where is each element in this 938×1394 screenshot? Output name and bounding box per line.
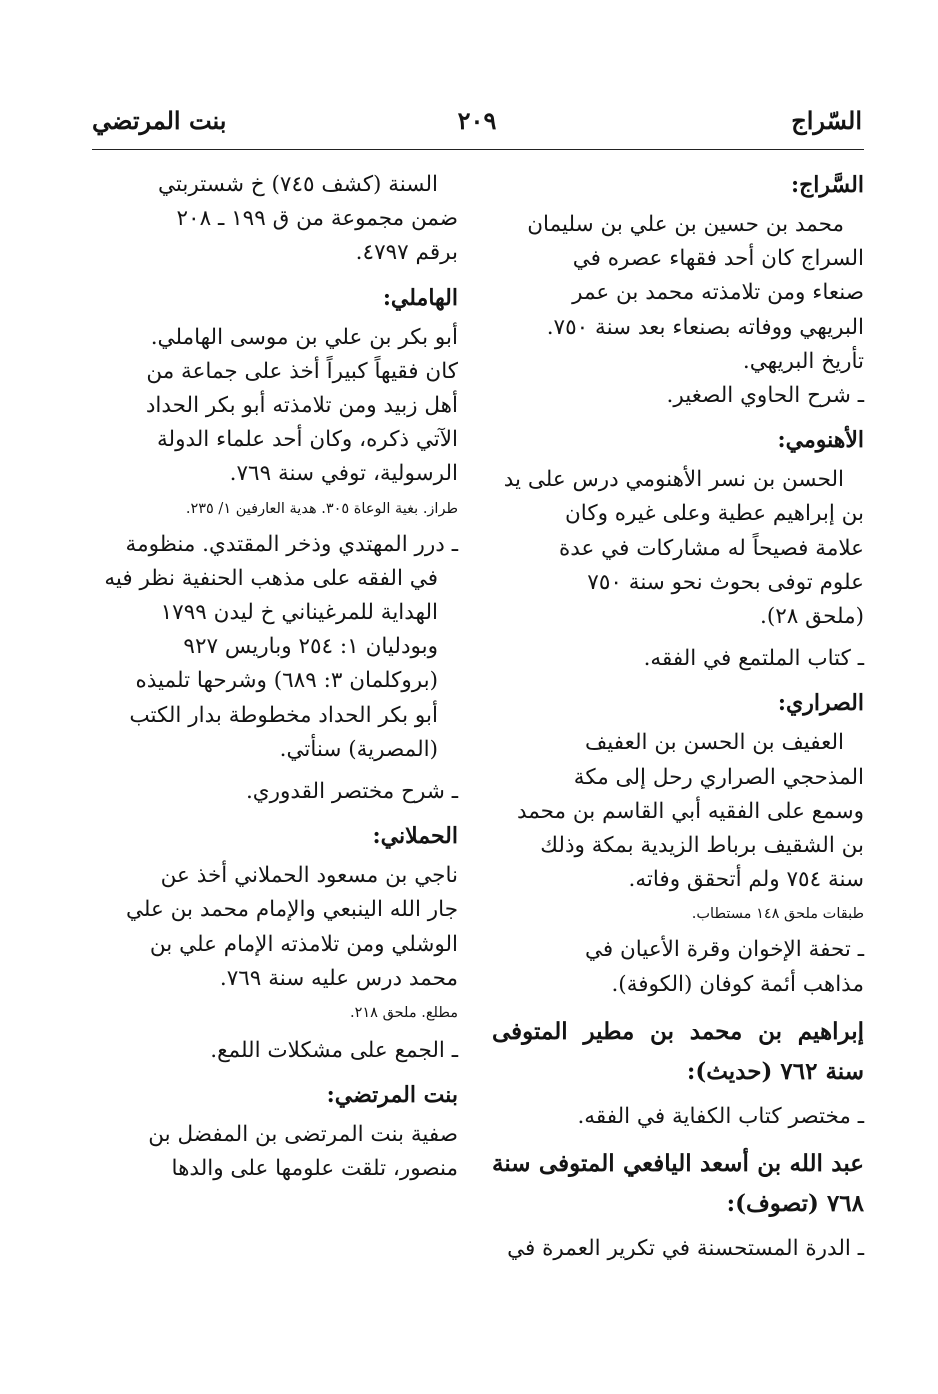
entry-sarari bbox=[492, 686, 864, 1001]
work-item: وبودليان ١: ٢٥٤ وباريس ٩٢٧ bbox=[183, 634, 438, 660]
entry-text-line: (ملحق ٢٨). bbox=[759, 604, 864, 630]
entry-continuation bbox=[94, 168, 458, 271]
entry-text-line: ـ شرح الحاوي الصغير. bbox=[666, 383, 864, 409]
entry-text-line: الحسن بن نسر الأهنومي درس على يد bbox=[503, 467, 844, 493]
entry-yafii bbox=[492, 1144, 864, 1266]
header-right-title: السّراج bbox=[791, 106, 862, 135]
entry-text-line: صفية بنت المرتضى بن المفضل بن bbox=[148, 1122, 458, 1148]
work-item: ـ تحفة الإخوان وقرة الأعيان في bbox=[584, 937, 864, 963]
entry-text-line: بن إبراهيم عطية وعلى غيره وكان bbox=[565, 501, 864, 527]
entry-text-line: أبو بكر بن علي بن موسى الهاملي. bbox=[150, 324, 458, 350]
entry-text-line: كان فقيهاً كبيراً أخذ على جماعة من bbox=[146, 358, 458, 384]
entry-text-line: السنة (كشف ٧٤٥) خ شستربتي bbox=[158, 172, 438, 197]
work-item: في الفقه على مذهب الحنفية نظر فيه bbox=[104, 565, 438, 591]
work-item: أبو بكر الحداد مخطوطة بدار الكتب bbox=[129, 702, 438, 728]
work-item: ـ الدرة المستحسنة في تكرير العمرة في bbox=[507, 1236, 864, 1262]
entry-text-line: السراج كان أحد فقهاء عصره في bbox=[572, 246, 864, 272]
entry-text-line: محمد بن حسين بن علي بن سليمان bbox=[527, 212, 844, 237]
entry-text-line: علامة فصيحاً له مشاركات في عدة bbox=[558, 535, 864, 561]
entry-heading: الأهنومي: bbox=[777, 427, 864, 454]
entry-text-line: المذحجي الصراري رحل إلى مكة bbox=[573, 764, 864, 790]
entry-text-line: الرسولية، توفي سنة ٧٦٩. bbox=[229, 461, 458, 487]
entry-heading: بنت المرتضي: bbox=[326, 1082, 458, 1109]
entry-text-line: جار الله الينبعي والإمام محمد بن علي bbox=[125, 897, 458, 923]
entry-text-line: ضمن مجموعة من ق ١٩٩ ـ ٢٠٨ bbox=[176, 206, 458, 232]
work-item: ـ كتاب الملتمع في الفقه. bbox=[643, 646, 864, 672]
work-item: (المصرية) سنأتي. bbox=[279, 736, 438, 762]
entry-heading: الهاملي: bbox=[382, 284, 458, 311]
entry-text-line: تأريخ البريهي. bbox=[742, 348, 864, 374]
entry-sarraj bbox=[492, 168, 864, 413]
work-item: ـ درر المهتدي وذخر المقتدي. منظومة bbox=[125, 531, 458, 557]
left-column bbox=[94, 168, 458, 1197]
entry-heading: عبد الله بن أسعد اليافعي المتوفى سنة ٧٦٨ (تصوف): bbox=[492, 1150, 864, 1218]
work-item: الهداية للمرغيناني خ ليدن ١٧٩٩ bbox=[160, 600, 438, 626]
entry-text-line: منصور، تلقت علومها على والدها bbox=[171, 1156, 458, 1182]
right-column bbox=[492, 168, 864, 1276]
entry-ibrahim-mutayr bbox=[492, 1012, 864, 1134]
header-left-title: بنت المرتضي bbox=[92, 106, 227, 135]
entry-heading: الصراري: bbox=[777, 690, 864, 717]
page-number: ٢٠٩ bbox=[457, 106, 497, 135]
entry-hamlani bbox=[94, 819, 458, 1068]
entry-text-line: محمد درس عليه سنة ٧٦٩. bbox=[219, 965, 458, 991]
work-item: ـ مختصر كتاب الكفاية في الفقه. bbox=[577, 1103, 864, 1129]
entry-text-line: سنة ٧٥٤ ولم أتحقق وفاته. bbox=[628, 867, 864, 893]
entry-text-line: برقم ٤٧٩٧. bbox=[355, 240, 458, 266]
entry-bint-murtada bbox=[94, 1078, 458, 1186]
page-header bbox=[92, 106, 862, 146]
source-reference: مطلع. ملحق ٢١٨. bbox=[349, 1005, 458, 1022]
work-item: (بروكلمان ٣: ٦٨٩) وشرحها تلميذه bbox=[135, 668, 438, 694]
entry-ahnumi bbox=[492, 423, 864, 676]
entry-text-line: صنعاء ومن تلامذته محمد بن عمر bbox=[572, 280, 864, 306]
entry-hamili bbox=[94, 281, 458, 810]
entry-heading: الحملاني: bbox=[372, 823, 458, 850]
work-item: ـ شرح مختصر القدوري. bbox=[245, 779, 458, 805]
entry-text-line: الآتي ذكره، وكان أحد علماء الدولة bbox=[157, 427, 458, 453]
entry-heading: السَّراج: bbox=[790, 172, 864, 198]
source-reference: طبقات ملحق ١٤٨ مستطاب. bbox=[691, 906, 864, 923]
work-item: ـ الجمع على مشكلات اللمع. bbox=[210, 1038, 458, 1064]
source-reference: طراز. بغية الوعاة ٣٠٥. هدية العارفين ١/ ٢٣٥. bbox=[185, 500, 458, 517]
work-item: مذاهب أئمة كوفان (الكوفة). bbox=[611, 971, 864, 997]
entry-text-line: وسمع على الفقيه أبي القاسم بن محمد bbox=[516, 798, 864, 824]
entry-text-line: الوشلي ومن تلامذته الإمام علي بن bbox=[149, 931, 458, 957]
entry-text-line: أهل زبيد ومن تلامذته أبو بكر الحداد bbox=[145, 393, 458, 419]
entry-text-line: علوم توفى بحوث نحو سنة ٧٥٠ bbox=[587, 569, 864, 595]
entry-text-line: العفيف بن الحسن بن العفيف bbox=[584, 730, 844, 756]
header-rule bbox=[92, 149, 864, 150]
entry-text-line: بن الشقيف برباط الزيدية بمكة وذلك bbox=[540, 833, 864, 859]
entry-text-line: البريهي ووفاته بصنعاء بعد سنة ٧٥٠. bbox=[546, 314, 864, 340]
entry-text-line: ناجي بن مسعود الحملاني أخذ عن bbox=[160, 863, 458, 889]
entry-heading: إبراهيم بن محمد بن مطير المتوفى سنة ٧٦٢ (حديث): bbox=[492, 1017, 864, 1085]
